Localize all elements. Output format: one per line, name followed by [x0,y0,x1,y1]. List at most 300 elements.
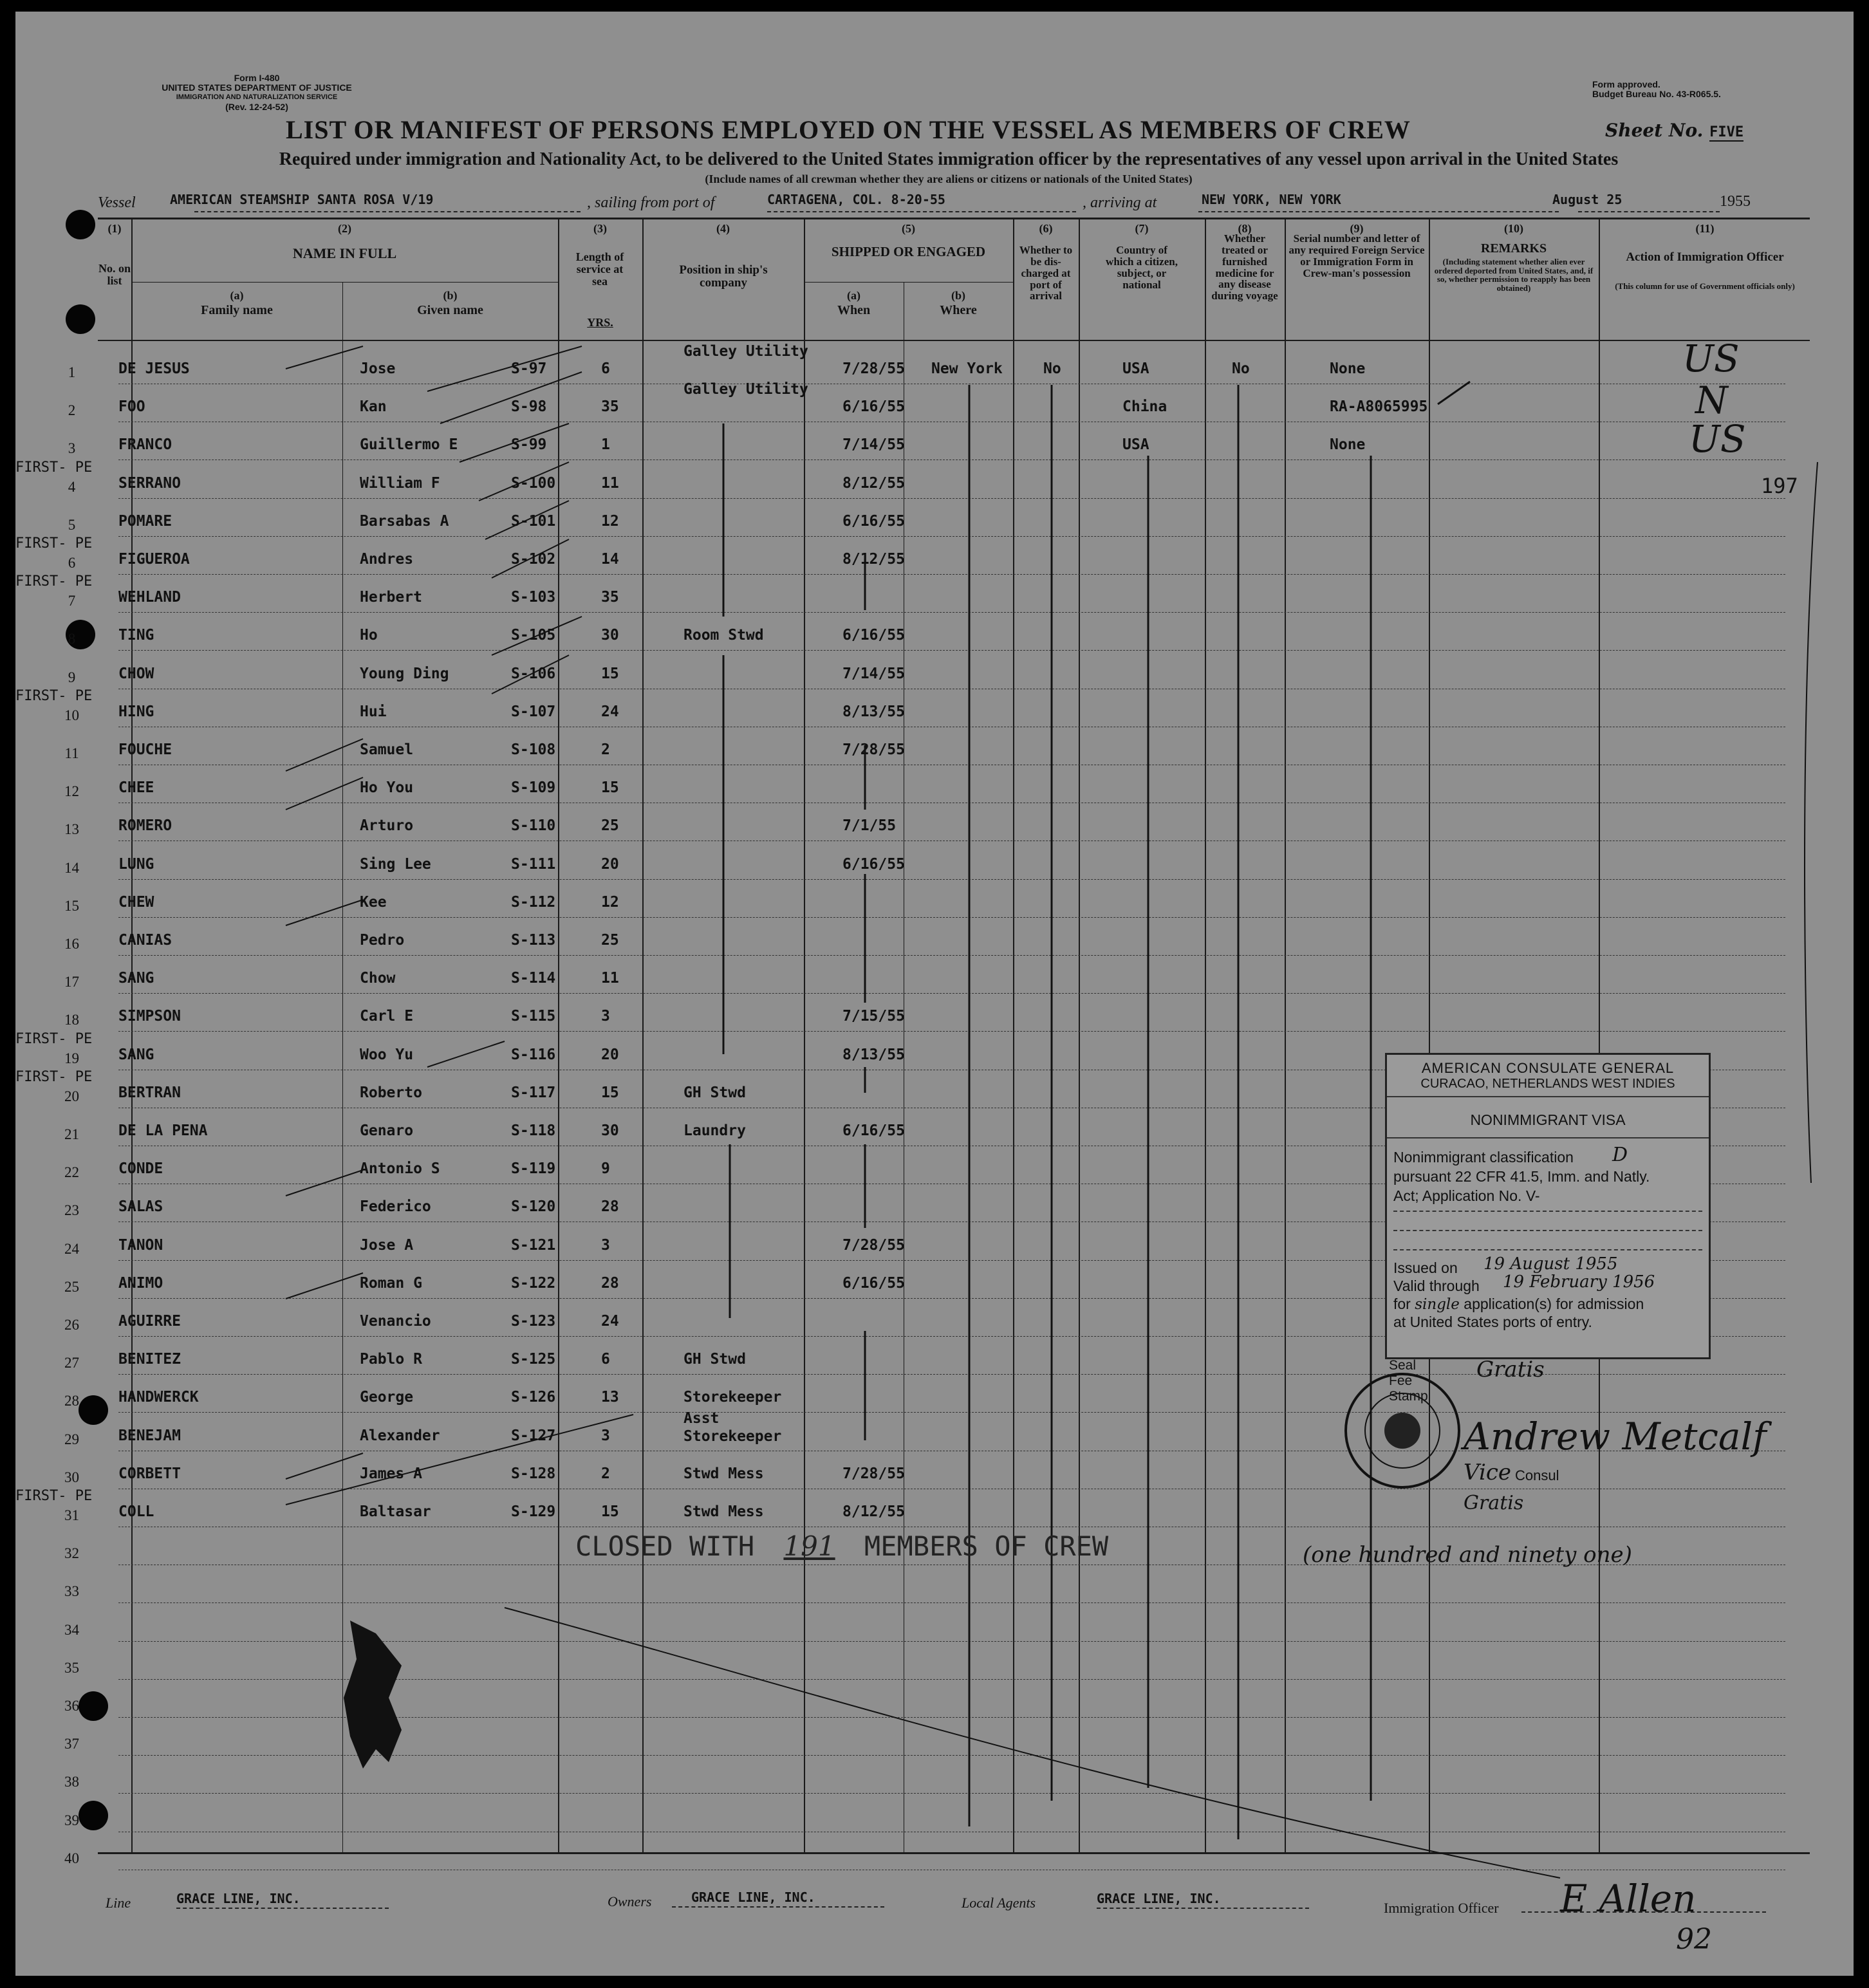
crew-family-name: SERRANO [118,474,181,492]
crew-shipped-when: 6/16/55 [842,627,905,644]
ditto-marks [15,12,1854,1976]
crew-given-name: Sing Lee [360,855,431,873]
crew-given-name: Alexander [360,1427,440,1444]
crew-shipped-when: 7/28/55 [842,360,905,377]
row-number: 27 [64,1355,79,1371]
crew-code: S-129 [511,1503,556,1520]
col-number-1: (1) [107,222,122,235]
row-number: 40 [64,1850,79,1866]
row-number: 17 [64,974,79,990]
crew-given-name: Pablo R [360,1351,422,1368]
crew-code: S-99 [511,436,547,454]
crew-given-name: George [360,1389,414,1406]
visa-for-label: for [1393,1296,1411,1312]
crew-code: S-110 [511,817,556,835]
sailing-label: , sailing from port of [587,194,715,211]
visa-header-1: AMERICAN CONSULATE GENERAL [1421,1060,1675,1076]
margin-note: FIRST- PE [15,535,93,552]
closing-stamp-tail: MEMBERS OF CREW [864,1530,1109,1562]
action-mark: US [1689,417,1746,461]
row-number: 22 [64,1164,79,1181]
consulate-seal-icon [1341,1370,1464,1492]
crew-code: S-125 [511,1351,556,1368]
row-number: 25 [64,1278,79,1295]
row-number: 1 [68,364,76,380]
crew-given-name: Guillermo E [360,436,458,454]
visa-fee-label: Fee [1389,1373,1413,1388]
col-header-treated: Whether treated or furnished medicine for any disease during voyage [1211,232,1278,302]
crew-position: GH Stwd [683,1351,746,1368]
crew-shipped-when: 6/16/55 [842,1274,905,1292]
crew-family-name: DE JESUS [118,360,190,377]
crew-family-name: FRANCO [118,436,172,454]
crew-years-at-sea: 35 [601,398,619,416]
crew-position: Room Stwd [683,627,764,644]
margin-note: FIRST- PE [15,459,93,476]
crew-code: S-108 [511,741,556,758]
crew-family-name: FIGUEROA [118,551,190,568]
crew-given-name: Ho [360,627,378,644]
row-number: 33 [64,1583,79,1600]
crew-code: S-112 [511,893,556,911]
crew-years-at-sea: 2 [601,1465,610,1482]
visa-header-2: CURACAO, NETHERLANDS WEST INDIES [1420,1077,1675,1091]
crew-family-name: AGUIRRE [118,1313,181,1330]
row-number: 29 [64,1431,79,1447]
col-sub-a: (a) [230,289,244,302]
crew-years-at-sea: 15 [601,1084,619,1101]
row-number: 16 [64,936,79,952]
crew-given-name: Kee [360,893,387,911]
row-number: 32 [64,1545,79,1562]
crew-family-name: CONDE [118,1160,163,1178]
visa-valid-value: 19 February 1956 [1503,1272,1655,1292]
crew-family-name: CORBETT [118,1465,181,1482]
crew-given-name: Jose [360,360,396,377]
row-number: 6 [68,555,76,571]
crew-code: S-122 [511,1274,556,1292]
crew-years-at-sea: 20 [601,1046,619,1063]
row-number: 19 [64,1050,79,1066]
col-number-6: (6) [1039,222,1053,235]
closing-count: 191 [783,1530,835,1562]
margin-note: FIRST- PE [15,687,93,704]
crew-code: S-101 [511,512,556,530]
crew-code: S-120 [511,1198,556,1216]
arriving-label: , arriving at [1083,194,1157,211]
crew-shipped-when: 7/28/55 [842,741,905,758]
crew-code: S-100 [511,474,556,492]
visa-consul-label: Consul [1515,1467,1559,1483]
col-header-when: When [837,303,871,317]
crew-family-name: CHEE [118,779,154,797]
visa-valid-label: Valid through [1393,1277,1480,1294]
col-number-5: (5) [902,222,915,235]
row-number: 36 [64,1698,79,1714]
row-number: 8 [68,631,76,647]
crew-code: S-116 [511,1046,556,1063]
crew-given-name: Jose A [360,1236,414,1254]
col-number-10: (10) [1504,222,1523,235]
crew-family-name: LUNG [118,855,154,873]
crew-years-at-sea: 6 [601,360,610,377]
row-number: 20 [64,1088,79,1104]
row-number: 10 [64,707,79,723]
crew-family-name: ANIMO [118,1274,163,1292]
visa-vice: Vice [1464,1460,1511,1485]
crew-shipped-when: 7/28/55 [842,1236,905,1254]
crew-code: S-106 [511,665,556,682]
form-number: Form I-480 [234,73,280,83]
col-header-position: Position in ship's company [679,263,768,290]
crew-given-name: Barsabas A [360,512,449,530]
crew-shipped-when: 7/14/55 [842,436,905,454]
crew-position: Galley Utility [683,381,808,398]
row-number: 34 [64,1621,79,1638]
crew-code: S-115 [511,1008,556,1025]
crew-years-at-sea: 30 [601,1122,619,1139]
crew-given-name: William F [360,474,440,492]
crew-family-name: BENEJAM [118,1427,181,1444]
crew-years-at-sea: 2 [601,741,610,758]
crew-shipped-when: 8/13/55 [842,703,905,720]
footer-owners-value: GRACE LINE, INC. [691,1890,815,1905]
crew-serial: None [1330,436,1366,454]
crew-years-at-sea: 15 [601,1503,619,1520]
crew-code: S-103 [511,589,556,606]
crew-shipped-when: 8/13/55 [842,1046,905,1063]
crew-shipped-when: 8/12/55 [842,474,905,492]
visa-fee-value: Gratis [1476,1357,1545,1382]
footer-agents-value: GRACE LINE, INC. [1097,1891,1221,1906]
crew-given-name: Kan [360,398,387,416]
crew-years-at-sea: 12 [601,893,619,911]
crew-code: S-119 [511,1160,556,1178]
row-number: 4 [68,478,76,495]
crew-years-at-sea: 11 [601,474,619,492]
arrival-date: August 25 [1552,192,1623,207]
closing-stamp [575,1530,1108,1562]
crew-years-at-sea: 28 [601,1198,619,1216]
crew-shipped-when: 6/16/55 [842,512,905,530]
footer-officer-label: Immigration Officer [1384,1900,1499,1916]
crew-given-name: Samuel [360,741,414,758]
row-number: 21 [64,1126,79,1142]
crew-code: S-105 [511,627,556,644]
footer-owners-label: Owners [608,1893,652,1909]
col-header-serial: Serial number and letter of any required Foreign Service or Immigration Form in Crew-man's possession [1288,232,1425,279]
crew-family-name: BENITEZ [118,1351,181,1368]
crew-family-name: FOO [118,398,145,416]
action-mark: US [1682,337,1740,380]
crew-years-at-sea: 35 [601,589,619,606]
row-number: 13 [64,821,79,838]
crew-shipped-when: 6/16/55 [842,855,905,873]
col-header-shipped: SHIPPED OR ENGAGED [831,244,986,259]
col-header-length: Length of service at sea [575,250,624,288]
crew-position: Laundry [683,1122,746,1139]
crew-family-name: TING [118,627,154,644]
col-header-given-name: Given name [417,303,483,317]
crew-code: S-114 [511,970,556,987]
crew-years-at-sea: 15 [601,665,619,682]
col-number-7: (7) [1135,222,1149,235]
visa-stamp-label: Stamp [1389,1389,1428,1404]
ink-blot [344,1621,402,1769]
crew-years-at-sea: 14 [601,551,619,568]
crew-years-at-sea: 3 [601,1008,610,1025]
footer-line-label: Line [106,1895,131,1911]
closing-handwritten: (one hundred and ninety one) [1303,1542,1632,1568]
footer-agents-label: Local Agents [962,1895,1036,1911]
margin-note: FIRST- PE [15,1030,93,1047]
margin-note: FIRST- PE [15,573,93,590]
row-number: 26 [64,1317,79,1333]
vessel-label: Vessel [98,194,136,211]
col-note-action: (This column for use of Government officials only) [1615,281,1795,291]
row-number: 11 [64,745,79,761]
visa-for-tail: application(s) for admission [1464,1296,1644,1312]
crew-given-name: Antonio S [360,1160,440,1178]
footer [106,1877,1843,1924]
visa-regulation: pursuant 22 CFR 41.5, Imm. and Natly. [1393,1168,1650,1185]
crew-position: Stwd Mess [683,1503,764,1520]
crew-code: S-113 [511,932,556,949]
visa-issued-value: 19 August 1955 [1483,1254,1618,1274]
row-number: 28 [64,1393,79,1409]
sheet-label: Sheet No. [1605,120,1704,141]
crew-years-at-sea: 3 [601,1427,610,1444]
row-number: 39 [64,1812,79,1828]
crew-family-name: COLL [118,1503,154,1520]
crew-shipped-when: 7/14/55 [842,665,905,682]
col-header-yrs: YRS. [587,316,613,329]
row-number: 12 [64,783,79,800]
crew-code: S-121 [511,1236,556,1254]
row-number: 15 [64,897,79,914]
crew-years-at-sea: 24 [601,1313,619,1330]
crew-code: S-97 [511,360,547,377]
side-number: 197 [1761,474,1798,498]
sailing-value: CARTAGENA, COL. 8-20-55 [767,192,945,207]
crew-family-name: FOUCHE [118,741,172,758]
visa-for-value: single [1415,1296,1460,1313]
form-approved: Form approved. [1592,79,1660,89]
crew-country: USA [1122,360,1149,377]
row-number: 37 [64,1736,79,1752]
row-number: 30 [64,1469,79,1485]
col-header-no-on-list: No. on list [98,262,131,287]
margin-note: FIRST- PE [15,1068,93,1085]
row-number: 31 [64,1507,79,1523]
crew-serial: RA-A8065995 [1330,398,1428,416]
crew-years-at-sea: 6 [601,1351,610,1368]
col-header-remarks: REMARKS [1480,241,1547,255]
col-header-family-name: Family name [201,303,273,317]
col-header-where: Where [940,303,977,317]
crew-given-name: Genaro [360,1122,414,1139]
crew-given-name: Young Ding [360,665,449,682]
row-number: 14 [64,859,79,876]
crew-years-at-sea: 25 [601,817,619,835]
crew-position: Storekeeper [683,1389,782,1406]
sheet-value: FIVE [1709,124,1744,140]
crew-code: S-126 [511,1389,556,1406]
col-number-8: (8) [1238,222,1252,235]
crew-code: S-127 [511,1427,556,1444]
crew-given-name: Woo Yu [360,1046,414,1063]
crew-given-name: Federico [360,1198,431,1216]
crew-family-name: SALAS [118,1198,163,1216]
crew-family-name: CANIAS [118,932,172,949]
crew-position: GH Stwd [683,1084,746,1101]
col-header-discharged: Whether to be dis-charged at port of arrival [1019,244,1073,302]
row-number: 7 [68,593,76,609]
crew-family-name: SANG [118,970,154,987]
col-sub-b: (b) [443,289,458,302]
visa-issued-label: Issued on [1393,1259,1458,1276]
crew-code: S-118 [511,1122,556,1139]
row-number: 3 [68,440,76,457]
crew-serial: None [1330,360,1366,377]
row-number: 35 [64,1659,79,1676]
margin-note: FIRST- PE [15,1488,93,1504]
visa-application-no: Act; Application No. V- [1393,1187,1540,1204]
crew-family-name: HING [118,703,154,720]
crew-years-at-sea: 3 [601,1236,610,1254]
visa-stamp [1385,1053,1711,1359]
crew-family-name: CHOW [118,665,154,682]
crew-position: Asst Storekeeper [683,1409,782,1445]
crew-shipped-when: 7/28/55 [842,1465,905,1482]
form-subtitle: Required under immigration and Nationality Act, to be delivered to the United States immigration officer by the representatives of any vessel upon arrival in the United States [279,149,1619,169]
crew-given-name: Venancio [360,1313,431,1330]
crew-code: S-117 [511,1084,556,1101]
crew-given-name: Ho You [360,779,414,797]
col-sub-b: (b) [951,289,965,302]
crew-years-at-sea: 28 [601,1274,619,1292]
crew-family-name: SIMPSON [118,1008,181,1025]
arrival-year: 1955 [1720,193,1751,210]
crew-years-at-sea: 11 [601,970,619,987]
crew-years-at-sea: 25 [601,932,619,949]
consul-signature: Andrew Metcalf [1464,1415,1767,1458]
closing-stamp-text: CLOSED WITH [575,1530,755,1562]
crew-years-at-sea: 13 [601,1389,619,1406]
budget-number: Budget Bureau No. 43-R065.5. [1592,89,1721,99]
crew-code: S-107 [511,703,556,720]
crew-shipped-when: 7/15/55 [842,1008,905,1025]
row-number: 18 [64,1012,79,1028]
col-header-name-in-full: NAME IN FULL [292,245,397,261]
crew-family-name: WEHLAND [118,589,181,606]
crew-code: S-111 [511,855,556,873]
row-number: 23 [64,1202,79,1219]
footer-line-value: GRACE LINE, INC. [176,1891,301,1906]
crew-years-at-sea: 9 [601,1160,610,1178]
crew-shipped-when: 8/12/55 [842,1503,905,1520]
crew-given-name: Arturo [360,817,414,835]
page-mark: 92 [1676,1923,1712,1956]
crew-code: S-128 [511,1465,556,1482]
crew-discharged: No [1043,360,1061,377]
col-sub-a: (a) [847,289,860,302]
row-number: 24 [64,1240,79,1257]
crew-given-name: Hui [360,703,387,720]
crew-given-name: Andres [360,551,414,568]
crew-years-at-sea: 24 [601,703,619,720]
visa-seal-label: Seal [1389,1358,1417,1373]
crew-code: S-102 [511,551,556,568]
crew-country: USA [1122,436,1149,454]
crew-given-name: Roman G [360,1274,422,1292]
crew-given-name: Chow [360,970,396,987]
crew-given-name: Pedro [360,932,405,949]
crew-years-at-sea: 30 [601,627,619,644]
immigration-officer-signature: E Allen [1560,1877,1697,1920]
crew-given-name: Baltasar [360,1503,431,1520]
agency-name: UNITED STATES DEPARTMENT OF JUSTICE [162,82,352,93]
crew-shipped-where: New York [931,360,1003,377]
crew-years-at-sea: 12 [601,512,619,530]
row-number: 9 [68,669,76,685]
crew-family-name: ROMERO [118,817,172,835]
crew-position: Stwd Mess [683,1465,764,1482]
visa-consul-note: Gratis [1464,1492,1524,1514]
visa-classification-value: D [1612,1144,1628,1166]
crew-given-name: James A [360,1465,422,1482]
crew-family-name: DE LA PENA [118,1122,208,1139]
crew-country: China [1122,398,1167,416]
agency-service: IMMIGRATION AND NATURALIZATION SERVICE [176,93,338,101]
crew-years-at-sea: 1 [601,436,610,454]
row-number: 5 [68,516,76,533]
crew-given-name: Carl E [360,1008,414,1025]
col-header-action: Action of Immigration Officer [1626,250,1784,264]
col-number-2: (2) [338,222,351,235]
col-number-11: (11) [1695,222,1715,235]
form-subnote: (Include names of all crewman whether they are aliens or citizens or nationals of the United States) [705,172,1193,185]
crew-treated: No [1232,360,1250,377]
visa-ports: at United States ports of entry. [1393,1314,1592,1330]
visa-classification-label: Nonimmigrant classification [1393,1149,1574,1166]
crew-shipped-when: 6/16/55 [842,398,905,416]
manifest-page [15,12,1854,1976]
visa-title: NONIMMIGRANT VISA [1470,1111,1626,1128]
page-title: LIST OR MANIFEST OF PERSONS EMPLOYED ON THE VESSEL AS MEMBERS OF CREW [286,115,1411,144]
crew-shipped-when: 7/1/55 [842,817,897,835]
crew-code: S-109 [511,779,556,797]
col-number-4: (4) [716,222,730,235]
crew-position: Galley Utility [683,343,808,360]
crew-code: S-123 [511,1313,556,1330]
crew-given-name: Roberto [360,1084,422,1101]
row-number: 2 [68,402,76,419]
arriving-value: NEW YORK, NEW YORK [1202,192,1341,207]
action-mark: N [1695,378,1728,422]
form-revision: (Rev. 12-24-52) [225,102,288,112]
col-number-3: (3) [593,222,607,235]
visa-for-line [1393,1296,1644,1313]
col-note-remarks: (Including statement whether alien ever ordered deported from United States, and, if so, whether permission to reapply has been obtained) [1434,257,1594,293]
col-number-9: (9) [1350,222,1364,235]
crew-family-name: BERTRAN [118,1084,181,1101]
row-number: 38 [64,1774,79,1790]
col-header-country: Country of which a citizen, subject, or national [1106,244,1178,291]
vessel-value: AMERICAN STEAMSHIP SANTA ROSA V/19 [170,192,434,207]
crew-code: S-98 [511,398,547,416]
crew-family-name: SANG [118,1046,154,1063]
